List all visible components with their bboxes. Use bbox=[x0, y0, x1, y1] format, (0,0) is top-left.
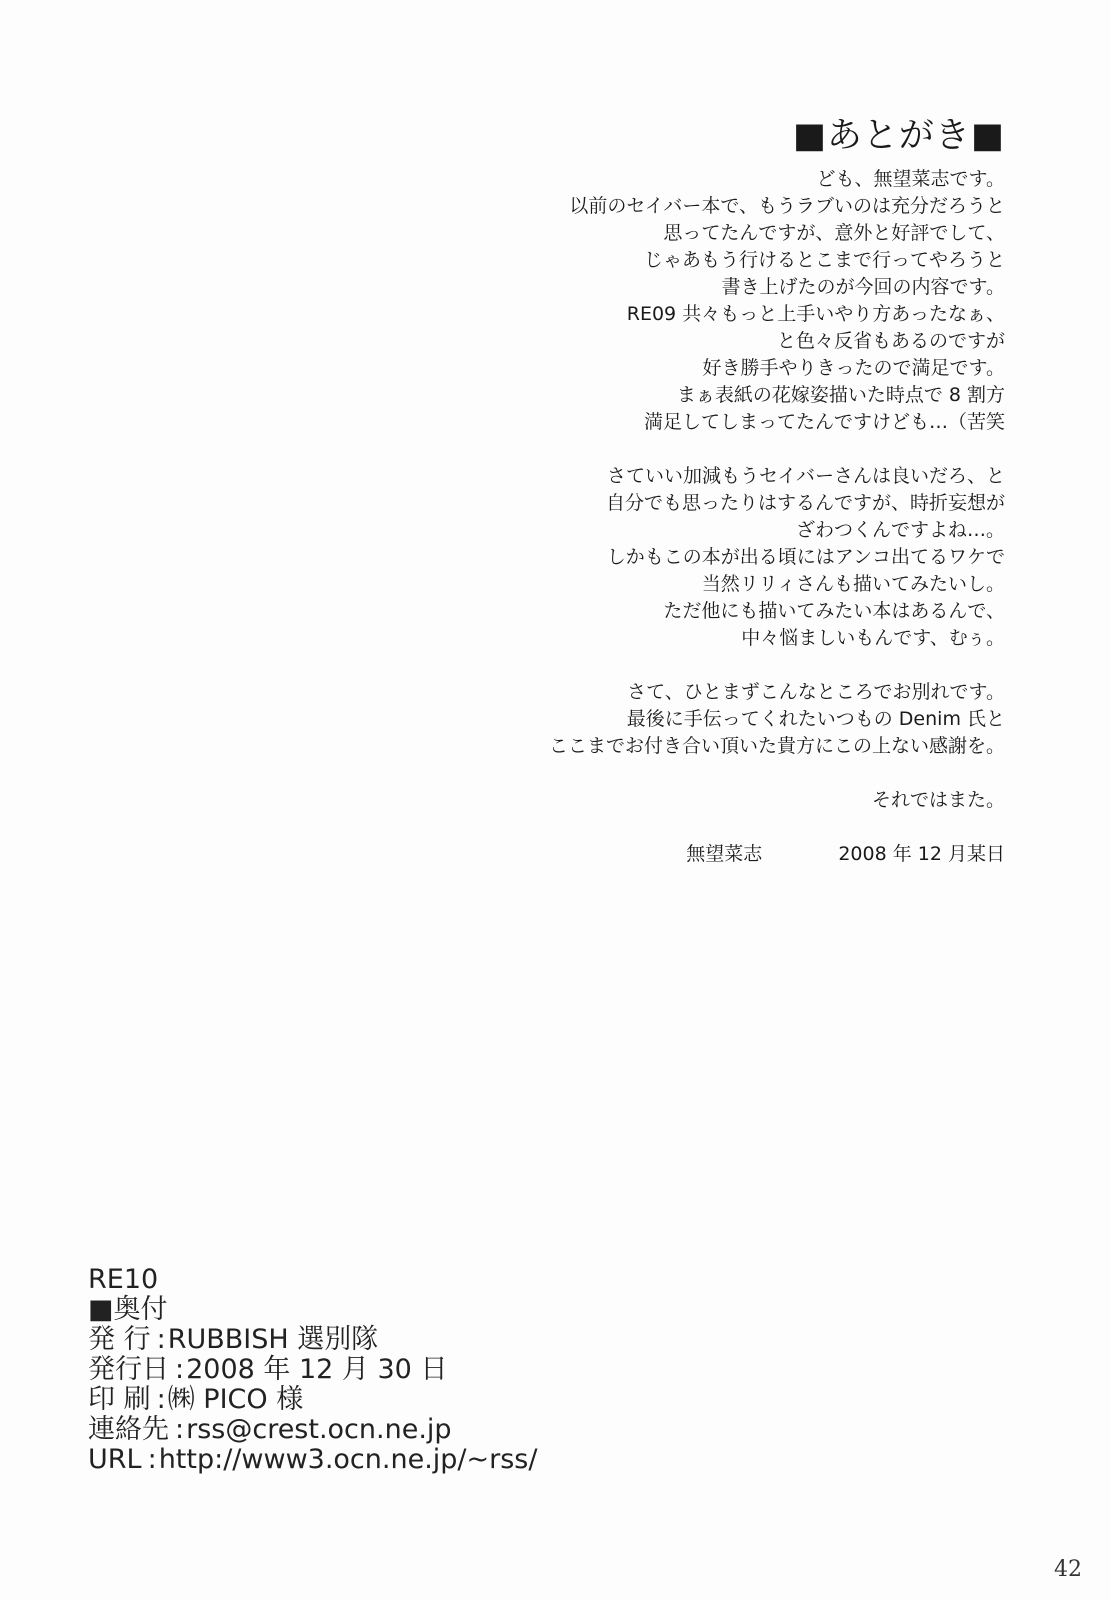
colophon-value: rss@crest.ocn.ne.jp bbox=[186, 1414, 452, 1445]
afterword-section bbox=[445, 112, 1005, 868]
colophon-value: ㈱ PICO 様 bbox=[167, 1384, 304, 1415]
colophon-separator: : bbox=[175, 1414, 185, 1445]
text-line: RE09 共々もっと上手いやり方あったなぁ、 bbox=[626, 303, 1005, 325]
colophon-separator: : bbox=[147, 1444, 157, 1475]
text-line: 当然リリィさんも描いてみたいし。 bbox=[701, 573, 1005, 595]
afterword-paragraph bbox=[445, 787, 1005, 814]
text-line: 書き上げたのが今回の内容です。 bbox=[721, 276, 1005, 298]
colophon-separator: : bbox=[156, 1384, 166, 1415]
colophon-value: RUBBISH 選別隊 bbox=[167, 1324, 379, 1355]
text-line: まぁ表紙の花嫁姿描いた時点で 8 割方 bbox=[676, 384, 1005, 406]
colophon-row-url bbox=[88, 1445, 537, 1475]
colophon-section bbox=[88, 1265, 537, 1475]
text-line: 好き勝手やりきったので満足です。 bbox=[702, 357, 1005, 379]
colophon-value: http://www3.ocn.ne.jp/~rss/ bbox=[158, 1444, 538, 1475]
colophon-key: 印 刷 bbox=[88, 1384, 151, 1415]
colophon-value: 2008 年 12 月 30 日 bbox=[186, 1354, 448, 1385]
text-line: さて、ひとまずこんなところでお別れです。 bbox=[627, 681, 1005, 703]
page-number: 42 bbox=[1054, 1557, 1082, 1582]
text-line: ただ他にも描いてみたい本はあるんで、 bbox=[663, 600, 1005, 622]
colophon-separator: : bbox=[156, 1324, 166, 1355]
text-line: ども、無望菜志です。 bbox=[816, 168, 1005, 190]
text-line: じゃあもう行けるとこまで行ってやろうと bbox=[643, 249, 1005, 271]
colophon-key: 連絡先 bbox=[88, 1414, 169, 1445]
colophon-key: URL bbox=[88, 1444, 142, 1475]
text-line: ざわつくんですよね…。 bbox=[795, 519, 1005, 541]
text-line: 最後に手伝ってくれたいつもの Denim 氏と bbox=[626, 708, 1005, 730]
text-line: 中々悩ましいもんです、むぅ。 bbox=[741, 627, 1005, 649]
issue-label: RE10 bbox=[88, 1264, 159, 1295]
text-line: さていい加減もうセイバーさんは良いだろ、と bbox=[606, 465, 1005, 487]
colophon-row-publisher bbox=[88, 1325, 537, 1355]
afterword-paragraph bbox=[445, 166, 1005, 436]
colophon-key: 発 行 bbox=[88, 1324, 151, 1355]
afterword-paragraph bbox=[445, 463, 1005, 652]
colophon-row-contact bbox=[88, 1415, 537, 1445]
afterword-paragraph bbox=[445, 679, 1005, 760]
text-line: 思ってたんですが、意外と好評でして、 bbox=[663, 222, 1005, 244]
text-line: 満足してしまってたんですけども…（苦笑 bbox=[643, 411, 1005, 433]
colophon-row-printer bbox=[88, 1385, 537, 1415]
text-line: 自分でも思ったりはするんですが、時折妄想が bbox=[605, 492, 1005, 514]
afterword-title: ■あとがき■ bbox=[792, 116, 1005, 156]
colophon-key: 発行日 bbox=[88, 1354, 169, 1385]
text-line: しかもこの本が出る頃にはアンコ出てるワケで bbox=[606, 546, 1005, 568]
text-line: それではまた。 bbox=[871, 789, 1005, 811]
colophon-row-date bbox=[88, 1355, 537, 1385]
colophon-separator: : bbox=[175, 1354, 185, 1385]
author-name: 無望菜志 bbox=[686, 843, 763, 865]
colophon-heading: ■奥付 bbox=[88, 1294, 168, 1325]
signature-line bbox=[445, 841, 1005, 868]
signature-date: 2008 年 12 月某日 bbox=[838, 843, 1005, 865]
text-line: 以前のセイバー本で、もうラブいのは充分だろうと bbox=[569, 195, 1005, 217]
text-line: ここまでお付き合い頂いた貴方にこの上ない感謝を。 bbox=[548, 735, 1005, 757]
text-line: と色々反省もあるのですが bbox=[776, 330, 1005, 352]
